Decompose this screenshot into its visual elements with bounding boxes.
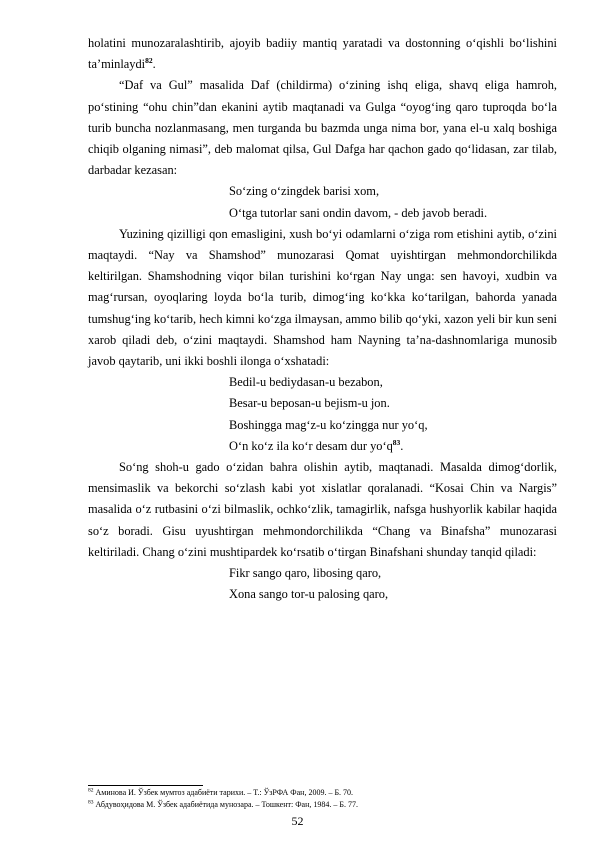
verse-line: O‘tga tutorlar sani ondin davom, - deb javob beradi. xyxy=(229,205,488,220)
verse-line: Besar-u beposan-u bejism-u jon. xyxy=(229,396,390,411)
verse-line: Boshingga mag‘z-u ko‘zingga nur yo‘q, xyxy=(229,417,428,432)
verse-line: Fikr sango qaro, libosing qaro, xyxy=(229,566,382,581)
footnote-83: $^{83}$ Абдувоҳидова М. Ўзбек адабиётида мунозара. – Тошкент: Фан, 1984. – Б. 77. xyxy=(88,799,358,809)
footnote-ref-83[interactable]: 83 xyxy=(392,437,401,447)
page-number: 52 xyxy=(291,814,304,828)
verse-line: O‘n ko‘z ila ko‘r desam dur $yo‘q^{83}$. xyxy=(229,437,404,453)
paragraph-4: So‘ng shoh-u gado o‘zidan bahra olishin aytib, maqtanadi. Masalda dimog‘dorlik, mensimaslik va bekorchi so‘zlash kabi yot xislatlar qoralanadi. “Kosai Chin va Nargis” masalida o‘z rutbasini o‘zi bilmaslik, ochko‘zlik, tamagirlik, nafsga hushyorlik kabilar haqida so‘z boradi. Gisu uyushtirgan mehmondorchilikda “Chang va Binafsha” munozarasi keltiriladi. Chang o‘zini mushtipardek ko‘rsatib o‘tirgan Binafshani shunday tanqid qiladi: xyxy=(88,460,557,559)
paragraph-3: Yuzining qizilligi qon emasligini, xush bo‘yi odamlarni o‘ziga rom etishini aytib, o‘zini maqtaydi. “Nay va Shamshod” munozarasi Qomat uyishtirgan mehmondorchilikda keltirilgan. Shamshodning viqor bilan turishini ko‘rgan Nay unga: sen havoyi, xudbin va mag‘rursan, oyoqlaring loyda bo‘la turib, dimog‘ing ko‘kka ko‘tarilgan, bahorda yanada tumshug‘ing ko‘tarib, hech kimni ko‘zga ilmaysan, ammo bilib qo‘yki, xazon yeli bir kun seni xarob qiladi deb, o‘zini maqtaydi. Shamshod ham Nayning ta’na-dashnomlariga munosib javob qaytarib, uni ikki boshli ilonga o‘xshatadi: xyxy=(88,226,557,369)
footnotes xyxy=(88,787,557,811)
verse-line: Xona sango tor-u palosing qaro, xyxy=(229,587,389,602)
verse-line: So‘zing o‘zingdek barisi xom, xyxy=(229,184,380,199)
footnote-separator xyxy=(88,785,203,786)
verse-line: Bedil-u bediydasan-u bezabon, xyxy=(229,375,383,390)
footnote-ref-82[interactable]: 82 xyxy=(145,56,153,66)
paragraph-1: holatini munozaralashtirib, ajoyib badiiy mantiq yaratadi va dostonning o‘qishli bo‘lishini ta’minlaydi$^{82}$. xyxy=(88,36,557,72)
paragraph-2: “Daf va Gul” masalida Daf (childirma) o‘zining ishq eliga, shavq eliga hamroh, po‘stining “ohu chin”dan ekanini aytib maqtanadi va Gulga “oyog‘ing qaro tuproqda bo‘la turib buncha nozlanmasang, men turganda bu bazmda unga nima bor, yana el-u xalq boshiga chiqib olganing nimasi”, deb malomat qilsa, Gul Dafga har qachon gado qo‘lidasan, zar tilab, darbadar kezasan: xyxy=(88,78,557,178)
footnote-82: $^{82}$ Аминова И. Ўзбек мумтоз адабиёти тарихи. – Т.: ЎзРФА Фан, 2009. – Б. 70. xyxy=(88,787,354,797)
body-text xyxy=(88,33,557,605)
